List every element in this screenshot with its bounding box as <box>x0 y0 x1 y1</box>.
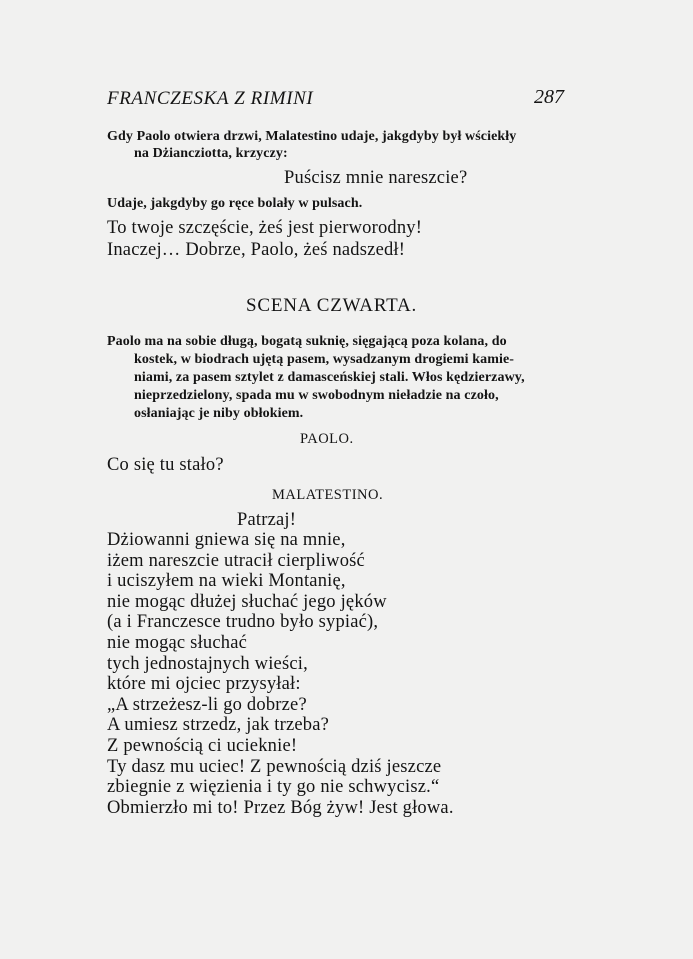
verse-line: Co się tu stało? <box>107 455 224 475</box>
scene-description-line: osłaniając je niby obłokiem. <box>134 406 304 421</box>
verse-line: tych jednostajnych wieści, <box>107 653 308 674</box>
speaker-name: PAOLO. <box>300 431 354 447</box>
scene-description-line: Paolo ma na sobie długą, bogatą suknię, sięgającą poza kolana, do <box>107 334 507 349</box>
speaker-name: MALATESTINO. <box>272 487 384 503</box>
verse-line: i uciszyłem na wieki Montanię, <box>107 571 346 592</box>
page-number: 287 <box>534 86 564 108</box>
verse-line: Ty dasz mu uciec! Z pewnością dziś jeszcze <box>107 756 442 777</box>
verse-line: Obmierzło mi to! Przez Bóg żyw! Jest głowa. <box>107 797 454 818</box>
verse-line: Inaczej… Dobrze, Paolo, żeś nadszedł! <box>107 240 406 260</box>
verse-line: Dżiowanni gniewa się na mnie, <box>107 530 346 550</box>
scene-description-line: nieprzedzielony, spada mu w swobodnym nieładzie na czoło, <box>134 388 499 403</box>
verse-line: Patrzaj! <box>237 510 297 530</box>
verse-line: Puścisz mnie nareszcie? <box>284 168 468 188</box>
verse-line: nie mogąc słuchać <box>107 633 248 653</box>
stage-direction-line: Gdy Paolo otwiera drzwi, Malatestino udaje, jakgdyby był wściekły <box>107 129 517 144</box>
scene-description-line: kostek, w biodrach ujętą pasem, wysadzanym drogiemi kamie- <box>134 352 515 367</box>
stage-direction-line: Udaje, jakgdyby go ręce bolały w pulsach. <box>107 196 363 211</box>
verse-line: „A strzeżesz-li go dobrze? <box>107 694 307 715</box>
verse-line: nie mogąc dłużej słuchać jego jęków <box>107 591 387 612</box>
verse-line: iżem nareszcie utracił cierpliwość <box>107 550 365 571</box>
verse-line: Z pewnością ci ucieknie! <box>107 736 298 756</box>
verse-line: A umiesz strzedz, jak trzeba? <box>107 715 330 736</box>
scene-title: SCENA CZWARTA. <box>246 295 418 316</box>
scene-description-line: niami, za pasem sztylet z damasceńskiej stali. Włos kędzierzawy, <box>134 370 525 385</box>
running-title: FRANCZESKA Z RIMINI <box>107 88 314 109</box>
stage-direction-line: na Dżiancziotta, krzyczy: <box>134 146 288 161</box>
verse-line: które mi ojciec przysyłał: <box>107 674 301 695</box>
verse-line: zbiegnie z więzienia i ty go nie schwycisz.“ <box>107 777 440 798</box>
verse-line: (a i Franczescе trudno było sypiać), <box>107 612 379 633</box>
verse-line: To twoje szczęście, żeś jest pierworodny! <box>107 218 423 238</box>
